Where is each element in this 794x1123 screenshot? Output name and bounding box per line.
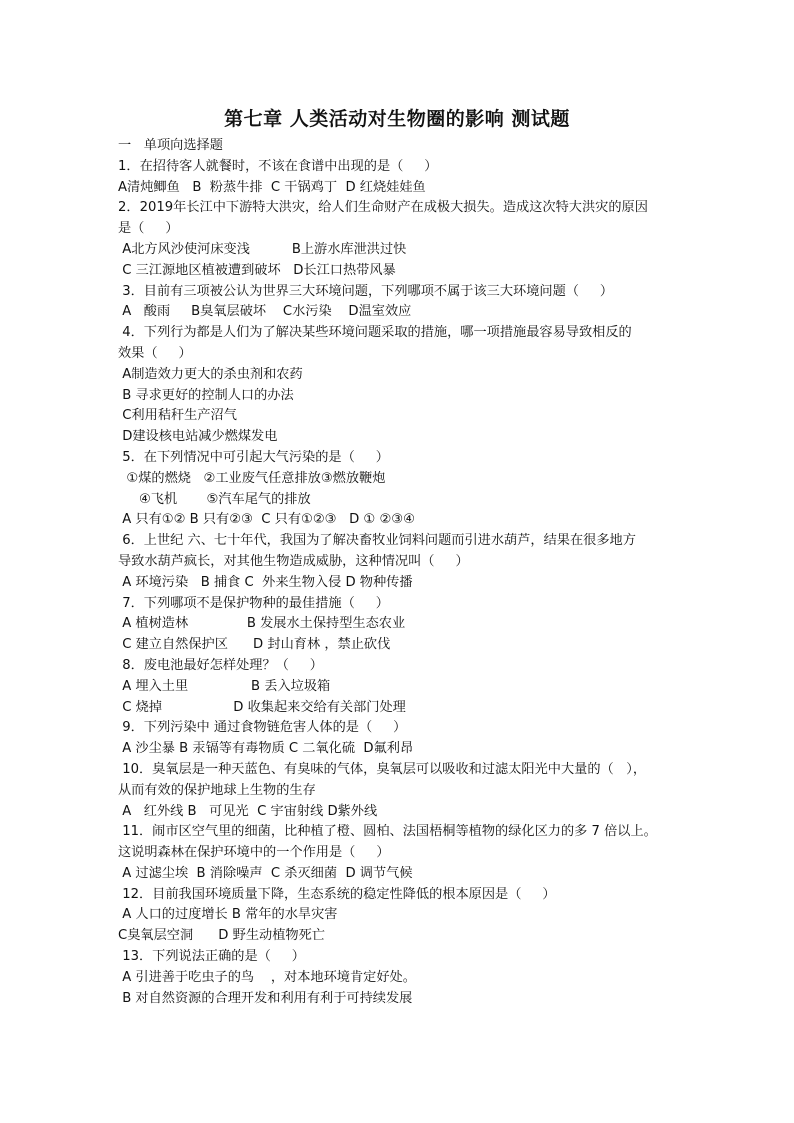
- text-line: 5．在下列情况中可引起大气污染的是（ ）: [118, 449, 389, 465]
- text-line: 12．目前我国环境质量下降，生态系统的稳定性降低的根本原因是（ ）: [118, 886, 556, 902]
- text-line: C 三江源地区植被遭到破坏 D长江口热带风暴: [118, 262, 396, 278]
- page-title: 第七章 人类活动对生物圈的影响 测试题: [224, 108, 570, 130]
- question-list: [118, 136, 683, 1009]
- text-line: A 过滤尘埃 B 消除噪声 C 杀灭细菌 D 调节气候: [118, 865, 413, 881]
- text-line: 3．目前有三项被公认为世界三大环境问题，下列哪项不属于该三大环境问题（ ）: [118, 283, 614, 299]
- text-line: A 沙尘暴 B 汞镉等有毒物质 C 二氧化硫 D氟利昂: [118, 741, 414, 757]
- text-line: 这说明森林在保护环境中的一个作用是（ ）: [118, 845, 390, 861]
- text-line: A北方风沙使河床变浅 B上游水库泄洪过快: [118, 241, 407, 257]
- text-line: B 对自然资源的合理开发和利用有利于可持续发展: [118, 990, 413, 1006]
- text-line: A 只有①② B 只有②③ C 只有①②③ D ① ②③④: [118, 512, 415, 528]
- text-line: 13．下列说法正确的是（ ）: [118, 949, 305, 965]
- text-line: 1．在招待客人就餐时，不该在食谱中出现的是（ ）: [118, 158, 438, 174]
- text-line: ①煤的燃烧 ②工业废气任意排放③燃放鞭炮: [118, 470, 386, 486]
- text-line: 7．下列哪项不是保护物种的最佳措施（ ）: [118, 595, 389, 611]
- text-line: A 红外线 B 可见光 C 宇宙射线 D紫外线: [118, 803, 378, 819]
- text-line: A 植树造林 B 发展水土保持型生态农业: [118, 616, 406, 632]
- text-line: A 埋入土里 B 丢入垃圾箱: [118, 678, 331, 694]
- text-line: 11．闹市区空气里的细菌，比种植了橙、圆柏、法国梧桐等植物的绿化区力的多 7 倍以上。: [118, 824, 657, 840]
- text-line: C 烧掉 D 收集起来交给有关部门处理: [118, 699, 406, 715]
- text-line: 是（ ）: [118, 221, 179, 237]
- text-line: 6．上世纪 六、七十年代，我国为了解决畜牧业饲料问题而引进水葫芦，结果在很多地方: [118, 533, 636, 549]
- text-line: 从而有效的保护地球上生物的生存: [118, 782, 316, 798]
- text-line: A 人口的过度增长 B 常年的水旱灾害: [118, 907, 338, 923]
- text-line: 8．废电池最好怎样处理？（ ）: [118, 657, 323, 673]
- text-line: 效果（ ）: [118, 345, 192, 361]
- text-line: ④飞机 ⑤汽车尾气的排放: [118, 491, 311, 507]
- text-line: D建设核电站减少燃煤发电: [118, 429, 278, 445]
- text-line: 一 单项向选择题: [118, 138, 223, 153]
- text-line: 2．2019年长江中下游特大洪灾，给人们生命财产在成极大损失。造成这次特大洪灾的原因: [118, 200, 648, 216]
- text-line: 10．臭氧层是一种天蓝色、有臭味的气体，臭氧层可以吸收和过滤太阳光中大量的（ ），: [118, 761, 647, 777]
- text-line: C利用秸秆生产沼气: [118, 408, 237, 424]
- text-line: C臭氧层空洞 D 野生动植物死亡: [118, 928, 325, 944]
- text-line: 9．下列污染中 通过食物链危害人体的是（ ）: [118, 720, 407, 736]
- text-line: C 建立自然保护区 D 封山育林 ，禁止砍伐: [118, 637, 391, 653]
- text-line: A制造效力更大的杀虫剂和农药: [118, 366, 303, 382]
- text-line: A清炖鲫鱼 B 粉蒸牛排 C 干锅鸡丁 D 红烧娃娃鱼: [118, 179, 426, 195]
- text-line: B 寻求更好的控制人口的办法: [118, 387, 294, 403]
- text-line: A 环境污染 B 捕食 C 外来生物入侵 D 物种传播: [118, 574, 413, 590]
- text-line: A 引进善于吃虫子的鸟 ，对本地环境肯定好处。: [118, 969, 416, 985]
- text-line: 导致水葫芦疯长，对其他生物造成威胁，这种情况叫（ ）: [118, 553, 469, 569]
- text-line: A 酸雨 B臭氧层破坏 C水污染 D温室效应: [118, 304, 412, 320]
- text-line: 4．下列行为都是人们为了解决某些环境问题采取的措施，哪一项措施最容易导致相反的: [118, 325, 632, 341]
